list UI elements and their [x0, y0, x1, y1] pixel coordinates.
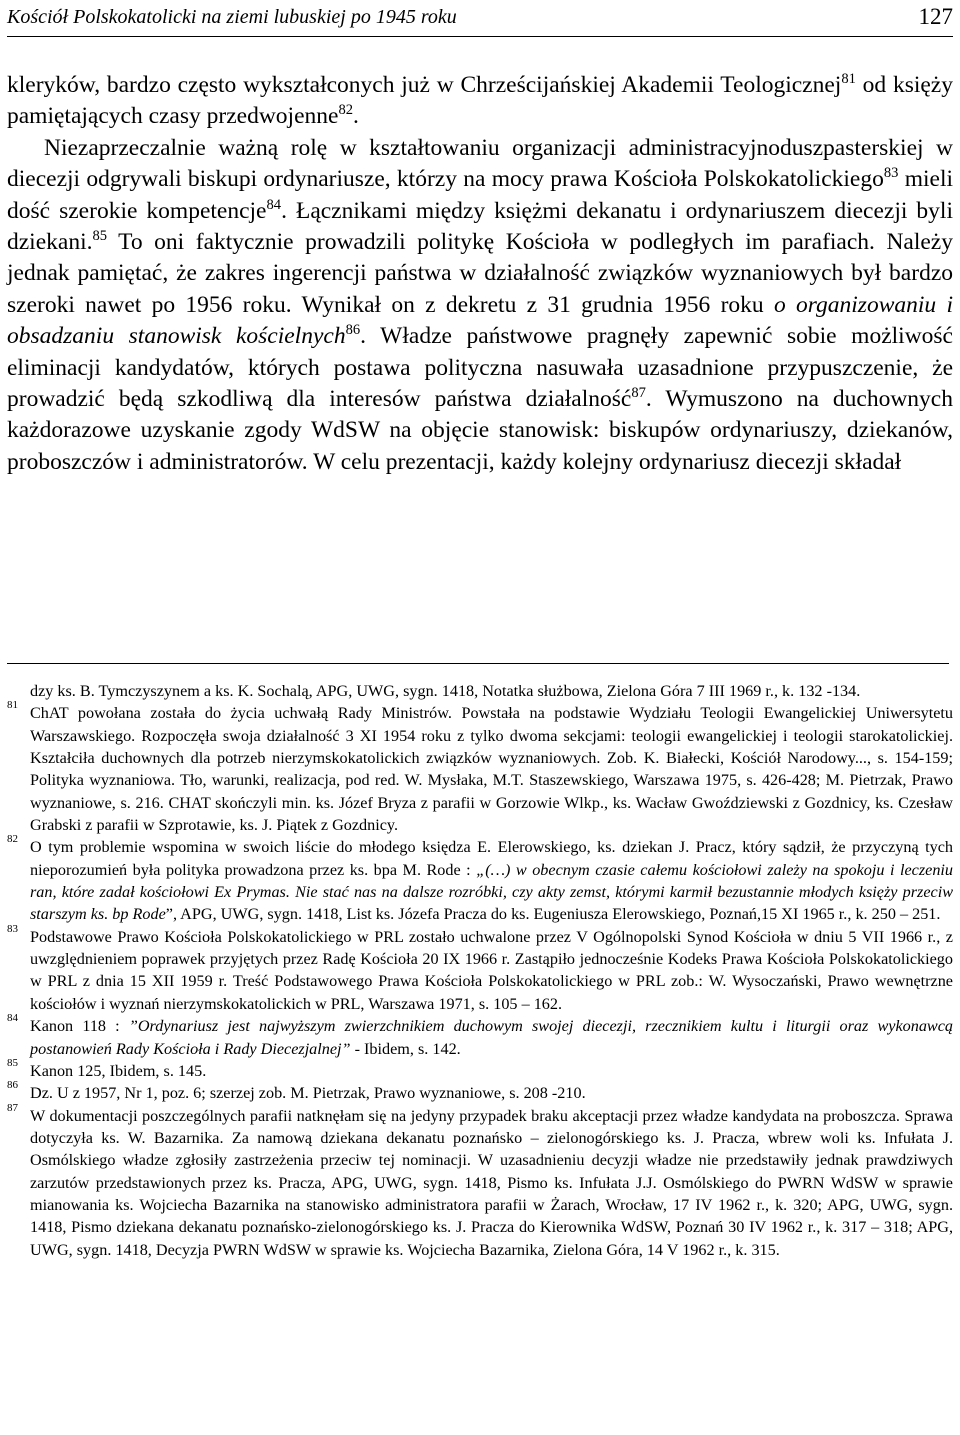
- footnote-85: 85 Kanon 125, Ibidem, s. 145.: [7, 1056, 207, 1080]
- footnote-86: 86 Dz. U z 1957, Nr 1, poz. 6; szerzej zob. M. Pietrzak, Prawo wyznaniowe, s. 208 -210.: [7, 1079, 586, 1103]
- footnote-82: 82 O tym problemie wspomina w swoich liście do młodego księdza E. Elerowskiego, ks. dziekan J. Pracz, który sądził, że przyczyną tych nieporozumień była polityka prowadzona przez ks. bpa M. Rode : „(…) w obecnym czasie całemu kościołowi zależy na spokoju i leczeniu ran, które zadał kościołowi Ex Prymas. Nie stać nas na dalsze rozróbki, czy akty zemst, którymi karmił bezustannie młodych księży przeciw starszym ks. bp Rode”, APG, UWG, sygn. 1418, List ks. Józefa Pracza do ks. Eugeniusza Elerowskiego, Poznań,15 XI 1965 r., k. 250 – 251.: [7, 833, 954, 924]
- footnote-81: 81 ChAT powołana została do życia uchwałą Rady Ministrów. Powstała na podstawie Wydziału Teologii Ewangelickiej Uniwersytetu Warszawskiego. Rozpoczęła swoja działalność 3 XI 1954 roku z tylko dwoma sekcjami: teologii ewangelickiej i teologii starokatolickiej. Kształciła duchownych dla potrzeb nierzymskokatolickich związków wyznaniowych. Zob. K. Białecki, Kościół Narodowy..., s. 154-159; Polityka wyznaniowa. Tło, warunki, realizacja, pod red. W. Mysłaka, M.T. Staszewskiego, Warszawa 1975, s. 426-428; M. Pietrzak, Prawo wyznaniowe, s. 216. CHAT skończyli min. ks. Józef Bryza z parafii w Gorzowie Wlkp., ks. Wacław Gwoździewski z Gozdnicy, ks. Czesław Grabski z parafii w Szprotawie, ks. J. Piątek z Gozdnicy.: [7, 699, 953, 835]
- footnote-ref-86[interactable]: 86: [345, 322, 361, 339]
- footnote-87: 87 W dokumentacji poszczególnych parafii natknęłam się na jedyny przypadek braku akceptacji przez władze kandydata na proboszcza. Sprawa dotyczyła ks. W. Bazarnika. Za namową dziekana dekanatu poznańsko – zielonogórskiego ks. J. Pracza, wbrew woli ks. Infułata J. Osmólskiego władze zgłosiły zastrzeżenia przeciw tej nominacji. W uzasadnieniu decyzji władze nie przedstawiły jednak prawdziwych zarzutów przedstawionych przez ks. Pracza, APG, UWG, sygn. 1418, Pismo ks. Infułata J.J. Osmólskiego do PWRN WdSW w sprawie mianowania ks. Wojciecha Bazarnika na stanowisko administratora parafii w Żarach, Wrocław, 17 IV 1962 r., k. 320; APG, UWG, sygn. 1418, Pismo dziekana dekanatu poznańsko-zielonogórskiego ks. J. Pracza do Kierownika WdSW, Poznań 30 IV 1962 r., k. 317 – 318; APG, UWG, sygn. 1418, Decyzja PWRN WdSW w sprawie ks. Wojciecha Bazarnika, Zielona Góra, 14 V 1962 r., k. 315.: [7, 1101, 953, 1259]
- footnote-number: 85: [7, 1056, 18, 1069]
- running-title: Kościół Polskokatolicki na ziemi lubuskiej po 1945 roku: [7, 6, 457, 28]
- footnote-number: 82: [7, 833, 18, 846]
- footnote-number: 86: [7, 1079, 18, 1092]
- footnote-number: 83: [7, 922, 18, 935]
- decree-title: o organizowaniu i obsadzaniu stanowisk kościelnych: [7, 291, 953, 350]
- footnote-continuation: dzy ks. B. Tymczyszynem a ks. K. Sochalą, APG, UWG, sygn. 1418, Notatka służbowa, Zielona Góra 7 III 1969 r., k. 132 -134.: [30, 682, 861, 700]
- footnote-84: 84 Kanon 118 : ”Ordynariusz jest najwyższym zwierzchnikiem duchowym swojej diecezji, rzecznikiem kultu i liturgii oraz wykonawcą postanowień Rady Kościoła i Rady Diecezjalnej” - Ibidem, s. 142.: [7, 1012, 953, 1058]
- footnote-ref-82[interactable]: 82: [338, 102, 353, 119]
- paragraph-2: Niezaprzeczalnie ważną rolę w kształtowaniu organizacji administracyjnoduszpasterskiej w diecezji odgrywali biskupi ordynariusze, którzy na mocy prawa Kościoła Polskokatolickiego$^{83}$ mieli dość szerokie kompetencje$^{84}$. Łącznikami między księżmi dekanatu i ordynariuszem diecezji byli dziekani.$^{85}$ To oni faktycznie prowadzili politykę Kościoła w podległych im parafiach. Należy jednak pamiętać, że zakres ingerencji państwa w działalność związków wyznaniowych był bardzo szeroki nawet po 1956 roku. Wynikał on z dekretu z 31 grudnia 1956 roku o organizowaniu i obsadzaniu stanowisk kościelnych$^{86}$. Władze państwowe pragnęły zapewnić sobie możliwość eliminacji kandydatów, których postawa polityczna nasuwała uzasadnione przypuszczenie, że prowadzić będą szkodliwą dla interesów państwa działalność$^{87}$. Wymuszono na duchownych każdorazowe uzyskanie zgody WdSW na objęcie stanowisk: biskupów ordynariuszy, dziekanów, proboszczów i administratorów. W celu prezentacji, każdy kolejny ordynariusz diecezji składał: [7, 134, 954, 475]
- main-text: [7, 70, 953, 478]
- running-header: [7, 4, 953, 34]
- footnote-number: 87: [7, 1101, 18, 1114]
- footnote-83: 83 Podstawowe Prawo Kościoła Polskokatolickiego w PRL zostało uchwalone przez V Ogólnopolski Synod Kościoła w dniu 5 VII 1966 r., z uwzględnieniem poprawek przyjętych przez Radę Kościoła 20 IX 1966 r. Zastąpiło jednocześnie Kodeks Prawa Kościoła Polskokatolickiego w PRL z dnia 15 XII 1959 r. Treść Podstawowego Prawa Kościoła Polskokatolickiego w PRL zob.: W. Wysoczański, Prawo wewnętrzne kościołów i wyznań nierzymskokatolickich w PRL, Warszawa 1971, s. 105 – 162.: [7, 922, 953, 1013]
- paragraph-1: kleryków, bardzo często wykształconych już w Chrześcijańskiej Akademii Teologicznej$^{81}$ od księży pamiętających czasy przedwojenne$^{82}$.: [7, 71, 953, 130]
- footnote-separator: [7, 663, 949, 664]
- footnote-number: 84: [7, 1012, 18, 1025]
- page-number: 127: [918, 4, 953, 29]
- footnote-ref-84[interactable]: 84: [266, 196, 282, 213]
- footnote-number: 81: [7, 699, 18, 712]
- footnote-ref-87[interactable]: 87: [631, 385, 646, 402]
- footnote-ref-83[interactable]: 83: [883, 165, 899, 182]
- footnote-ref-81[interactable]: 81: [841, 71, 856, 88]
- header-rule: [7, 36, 953, 37]
- footnote-ref-85[interactable]: 85: [92, 228, 108, 245]
- footnotes: [7, 680, 953, 1261]
